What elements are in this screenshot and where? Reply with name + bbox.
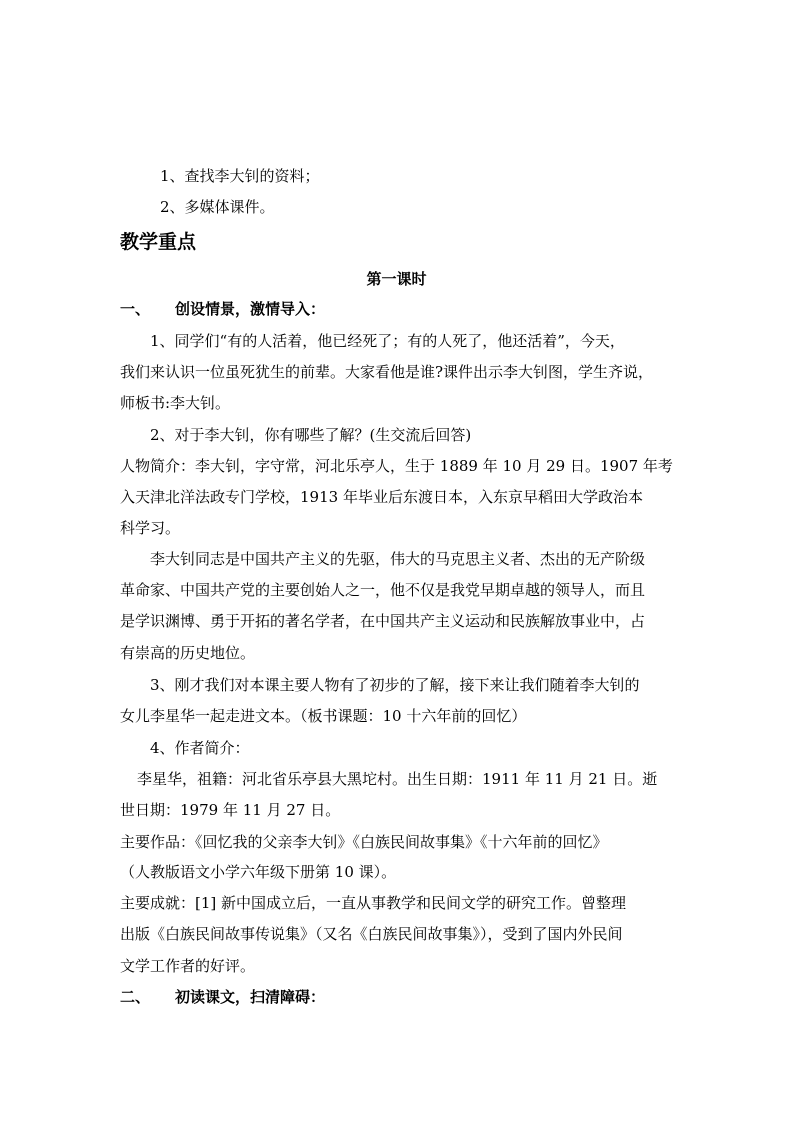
achieve-line-2: 出版《白族民间故事传说集》（又名《白族民间故事集》），受到了国内外民间	[120, 925, 623, 943]
works-line-2: （人教版语文小学六年级下册第 10 课）。	[120, 863, 397, 881]
bio-line-1: 人物简介：李大钊，字守常，河北乐亭人，生于 1889 年 10 月 29 日。1907 年考	[120, 457, 673, 475]
intro-line-3: 是学识渊博、勇于开拓的著名学者，在中国共产主义运动和民族解放事业中，占	[120, 612, 646, 630]
intro-line-4: 有崇高的历史地位。	[120, 644, 256, 662]
section-2-title: 初读课文，扫清障碍：	[175, 988, 326, 1006]
achieve-line-1: 主要成就：[1] 新中国成立后，一直从事教学和民间文学的研究工作。曾整理	[120, 894, 627, 912]
prep-item-1: 1、查找李大钊的资料；	[160, 167, 320, 185]
section-2-number: 二、	[120, 988, 151, 1006]
para-2: 2、对于李大钊，你有哪些了解？(生交流后回答)	[150, 426, 472, 444]
works-line-1: 主要作品：《回忆我的父亲李大钊》《白族民间故事集》《十六年前的回忆》	[120, 833, 608, 851]
para-3-line-1: 3、刚才我们对本课主要人物有了初步的了解，接下来让我们随着李大钊的	[150, 676, 640, 694]
key-points-heading: 教学重点	[120, 231, 197, 253]
prep-item-2: 2、多媒体课件。	[160, 198, 275, 216]
para-3-line-2: 女儿李星华一起走进文本。（板书课题：10 十六年前的回忆）	[120, 707, 527, 725]
intro-line-1: 李大钊同志是中国共产主义的先驱，伟大的马克思主义者、杰出的无产阶级	[150, 550, 646, 568]
para-1-line-2: 我们来认识一位虽死犹生的前辈。大家看他是谁?课件出示李大钊图，学生齐说，	[120, 363, 654, 381]
section-2-heading	[120, 987, 680, 1007]
intro-line-2: 革命家、中国共产党的主要创始人之一，他不仅是我党早期卓越的领导人，而且	[120, 581, 646, 599]
para-4: 4、作者简介：	[150, 739, 250, 757]
author-line-1: 李星华，祖籍：河北省乐亭县大黑坨村。出生日期：1911 年 11 月 21 日。逝	[137, 770, 658, 788]
bio-line-3: 科学习。	[120, 519, 181, 537]
section-1-heading	[120, 299, 680, 319]
lesson-title: 第一课时	[366, 270, 427, 288]
para-1-line-3: 师板书:李大钊。	[120, 394, 231, 412]
para-1-line-1: 1、同学们“有的人活着，他已经死了；有的人死了，他还活着”，今天，	[150, 332, 625, 350]
author-line-2: 世日期：1979 年 11 月 27 日。	[120, 801, 341, 819]
section-1-number: 一、	[120, 300, 151, 318]
achieve-line-3: 文学工作者的好评。	[120, 957, 256, 975]
section-1-title: 创设情景，激情导入：	[175, 300, 326, 318]
bio-line-2: 入天津北洋法政专门学校，1913 年毕业后东渡日本，入东京早稻田大学政治本	[120, 488, 643, 506]
